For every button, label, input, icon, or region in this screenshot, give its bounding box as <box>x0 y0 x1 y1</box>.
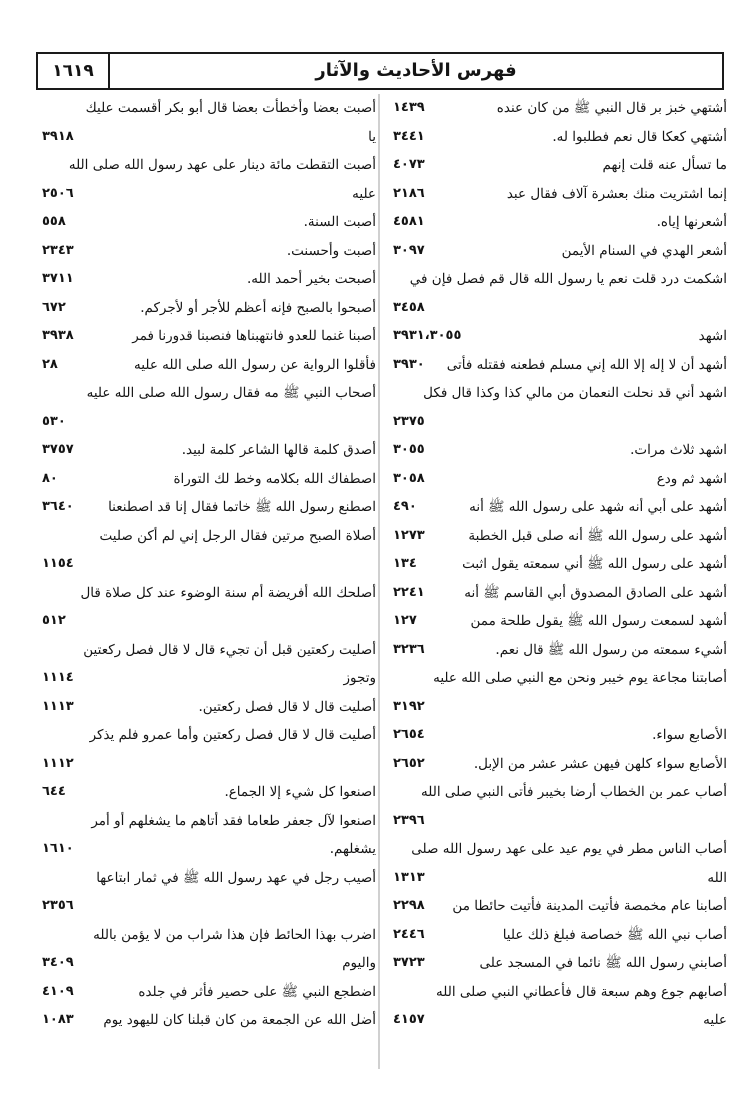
entry-text: أصاب عمر بن الخطاب أرضا بخيبر فأتى النبي صلى الله <box>421 784 727 800</box>
index-entry <box>42 151 376 208</box>
hadith-number: ٣٦٤٠ <box>42 499 74 514</box>
entry-text: أصابتنا مجاعة يوم خيبر ونحن مع النبي صلى الله عليه <box>433 670 727 686</box>
hadith-number: ١٤٣٩ <box>393 100 425 115</box>
entry-text: اشهد أني قد نحلت النعمان من مالي كذا وكذا قال فكل <box>423 385 727 401</box>
hadith-number: ١٣٤ <box>393 556 417 571</box>
entry-text: أصبت وأحسنت. <box>286 242 376 259</box>
index-entry <box>42 294 376 323</box>
index-entry <box>42 208 376 237</box>
hadith-number: ١٢٧ <box>393 613 417 628</box>
index-entry <box>393 94 727 123</box>
hadith-number: ٣٢٣٦ <box>393 641 425 657</box>
index-entry <box>42 864 376 921</box>
entry-text: اصنعوا كل شيء إلا الجماع. <box>224 784 376 800</box>
hadith-number: ٨٠ <box>42 470 58 486</box>
entry-text: أصابني رسول الله ﷺ نائما في المسجد على <box>479 955 727 971</box>
hadith-number: ٣٠٥٨ <box>393 470 425 486</box>
entry-text: أصبنا غنما للعدو فانتهبناها فنصبنا قدورنا فمر <box>132 328 376 344</box>
index-entry <box>393 778 727 835</box>
index-entry <box>393 436 727 465</box>
entry-text: أشتهي خبز بر قال النبي ﷺ من كان عنده <box>496 100 727 116</box>
entry-text: أصحاب النبي ﷺ مه فقال رسول الله صلى الله عليه <box>86 385 376 401</box>
index-entry <box>393 465 727 494</box>
entry-continuation: الله <box>707 869 727 886</box>
entry-text: ما تسأل عنه قلت إنهم <box>602 157 727 173</box>
index-entry <box>393 579 727 608</box>
hadith-number: ١١٥٤ <box>42 556 74 571</box>
entry-text: أصبت السنة. <box>303 214 376 230</box>
hadith-number: ٢٣٤٣ <box>42 242 74 258</box>
entry-text: أصيب رجل في عهد رسول الله ﷺ في ثمار ابتاعها <box>96 869 376 886</box>
entry-text: اشكمت درد قلت نعم يا رسول الله قال قم فصل فإن في <box>409 271 727 287</box>
index-entry <box>393 351 727 380</box>
entry-text: أشعرنها إياه. <box>656 214 727 230</box>
hadith-number: ٣٠٩٧ <box>393 242 425 258</box>
entry-text: الأصابع سواء كلهن فيهن عشر عشر من الإبل. <box>473 755 727 772</box>
index-entry <box>393 921 727 950</box>
index-entry <box>42 522 376 579</box>
entry-text: أصبحت بخير أحمد الله. <box>247 271 376 287</box>
hadith-number: ٤٩٠ <box>393 499 417 514</box>
index-entry <box>42 807 376 864</box>
entry-continuation: يا <box>368 128 376 145</box>
entry-text: أشهد على رسول الله ﷺ أنه صلى قبل الخطبة <box>468 527 727 544</box>
hadith-number: ٣٩٣١،٣٠٥٥ <box>393 328 462 343</box>
hadith-number: ٢٣٥٦ <box>42 898 74 913</box>
entry-text: أشهد لسمعت رسول الله ﷺ يقول طلحة ممن <box>470 613 727 629</box>
index-entry <box>42 579 376 636</box>
index-entry <box>393 208 727 237</box>
hadith-number: ٣٧٢٣ <box>393 955 425 970</box>
entry-text: أشهد أن لا إله إلا الله إني مسلم فطعنه فقتله فأتى <box>446 356 727 373</box>
hadith-number: ٣٩٣٠ <box>393 356 425 372</box>
hadith-number: ٤٥٨١ <box>393 214 425 229</box>
entry-text: اصنعوا لآل جعفر طعاما فقد أتاهم ما يشغلهم أو أمر <box>91 812 376 829</box>
hadith-number: ٢٥٠٦ <box>42 185 74 201</box>
hadith-number: ٢١٨٦ <box>393 185 425 201</box>
entry-text: أصابهم جوع وهم سبعة قال فأعطاني النبي صلى الله <box>436 983 727 1000</box>
entry-text: أشتهي كعكا قال نعم فطلبوا له. <box>552 128 727 145</box>
index-entry <box>393 379 727 436</box>
hadith-number: ٢٢٩٨ <box>393 898 425 913</box>
index-entry <box>42 1006 376 1035</box>
hadith-number: ٣٠٥٥ <box>393 442 425 457</box>
index-entry <box>393 721 727 750</box>
entry-text: أصليت ركعتين قبل أن تجيء قال لا قال فصل ركعتين <box>83 641 376 658</box>
entry-text: اضرب بهذا الحائط فإن هذا شراب من لا يؤمن بالله <box>93 926 376 943</box>
index-entry <box>393 151 727 180</box>
page-header <box>36 52 724 90</box>
hadith-number: ١٦١٠ <box>42 841 74 856</box>
hadith-number: ١٠٨٣ <box>42 1012 74 1027</box>
entry-text: اصطفاك الله بكلامه وخط لك التوراة <box>173 470 376 487</box>
hadith-number: ٢٣٧٥ <box>393 413 425 429</box>
entry-text: إنما اشتريت منك بعشرة آلاف فقال عبد <box>506 185 727 202</box>
index-entry <box>42 265 376 294</box>
entry-text: أصابنا عام مخمصة فأتيت المدينة فأتيت حائطا من <box>452 898 727 914</box>
entry-text: أضل الله عن الجمعة من كان قبلنا كان لليهود يوم <box>103 1012 376 1028</box>
hadith-number: ٢٨ <box>42 356 58 372</box>
index-entry <box>42 978 376 1007</box>
index-entry <box>42 436 376 465</box>
hadith-number: ٣١٩٢ <box>393 698 425 714</box>
index-entry <box>42 693 376 722</box>
hadith-number: ٤١٥٧ <box>393 1012 425 1027</box>
entry-continuation: وتجوز <box>343 670 376 686</box>
entry-text: أشهد على رسول الله ﷺ أني سمعته يقول اثبت <box>462 556 727 572</box>
index-entry <box>393 949 727 978</box>
index-entry <box>393 237 727 266</box>
index-entry <box>393 892 727 921</box>
index-entry <box>393 493 727 522</box>
index-entry <box>393 978 727 1035</box>
entry-text: اضطجع النبي ﷺ على حصير فأثر في جلده <box>138 983 376 1000</box>
entry-text: الأصابع سواء. <box>652 727 727 743</box>
index-entry <box>393 180 727 209</box>
hadith-number: ٤١٠٩ <box>42 983 74 999</box>
hadith-number: ٣٤٠٩ <box>42 955 74 970</box>
entry-text: أصليت قال لا قال فصل ركعتين وأما عمرو فلم يذكر <box>89 727 376 743</box>
hadith-number: ٣٧١١ <box>42 271 74 286</box>
entry-text: اشهد ثم ودع <box>656 470 727 487</box>
index-entry <box>42 237 376 266</box>
index-entry <box>393 265 727 322</box>
index-entry <box>393 607 727 636</box>
hadith-number: ٢٦٥٤ <box>393 727 425 742</box>
entry-text: أصاب نبي الله ﷺ خصاصة فبلغ ذلك عليا <box>502 926 727 943</box>
hadith-number: ٣٧٥٧ <box>42 442 74 457</box>
entry-text: أصبت بعضا وأخطأت بعضا قال أبو بكر أقسمت عليك <box>85 100 376 116</box>
index-entry <box>42 351 376 380</box>
entry-text: فأقلوا الرواية عن رسول الله صلى الله عليه <box>134 356 376 373</box>
hadith-number: ٣٩١٨ <box>42 128 74 144</box>
hadith-number: ٣٤٤١ <box>393 128 425 144</box>
entry-continuation: يشغلهم. <box>329 841 376 857</box>
index-entry <box>393 835 727 892</box>
hadith-number: ٥١٢ <box>42 613 66 628</box>
index-entry <box>42 721 376 778</box>
page-title: فهرس الأحاديث والآثار <box>315 60 517 81</box>
entry-text: اصطنع رسول الله ﷺ خاتما فقال إنا قد اصطنعنا <box>108 499 376 515</box>
index-entry <box>393 522 727 551</box>
hadith-number: ٣٩٣٨ <box>42 328 74 343</box>
entry-text: أصلحك الله أفريضة أم سنة الوضوء عند كل صلاة قال <box>80 584 376 601</box>
hadith-number: ١١١٤ <box>42 670 74 685</box>
index-entry <box>42 921 376 978</box>
index-entry <box>393 636 727 665</box>
entry-text: أشهد على الصادق المصدوق أبي القاسم ﷺ أنه <box>464 584 727 601</box>
index-entry <box>42 322 376 351</box>
entry-text: أصلاة الصبح مرتين فقال الرجل إني لم أكن صليت <box>99 527 376 544</box>
index-entry <box>393 123 727 152</box>
index-entry <box>42 379 376 436</box>
hadith-number: ١١١٣ <box>42 698 74 714</box>
entry-text: أشعر الهدي في السنام الأيمن <box>561 242 727 259</box>
hadith-number: ٥٣٠ <box>42 413 66 429</box>
entry-text: أصليت قال لا قال فصل ركعتين. <box>198 698 376 715</box>
entry-text: أصاب الناس مطر في يوم عيد على عهد رسول الله صلى <box>411 841 727 857</box>
index-entry <box>42 94 376 151</box>
index-entry <box>393 322 727 351</box>
hadith-number: ٦٧٢ <box>42 299 66 315</box>
hadith-number: ١١١٢ <box>42 755 74 771</box>
index-entry <box>42 636 376 693</box>
hadith-number: ٢٦٥٢ <box>393 755 425 771</box>
left-column <box>42 94 376 1035</box>
index-entry <box>42 493 376 522</box>
hadith-number: ٢٣٩٦ <box>393 812 425 828</box>
entry-text: أصدق كلمة قالها الشاعر كلمة لبيد. <box>181 442 376 458</box>
index-entry <box>393 750 727 779</box>
entry-text: أصبت التقطت مائة دينار على عهد رسول الله صلى الله <box>68 157 376 173</box>
entry-text: أشهد على أبي أنه شهد على رسول الله ﷺ أنه <box>469 499 727 515</box>
entry-text: أشيء سمعته من رسول الله ﷺ قال نعم. <box>495 641 727 658</box>
entry-text: أصبحوا بالصبح فإنه أعظم للأجر أو لأجركم. <box>140 299 376 316</box>
hadith-number: ٣٤٥٨ <box>393 299 425 315</box>
page-number: ١٦١٩ <box>38 54 110 88</box>
hadith-number: ١٣١٣ <box>393 869 425 885</box>
hadith-number: ٤٠٧٣ <box>393 157 425 172</box>
hadith-number: ٢٤٤٦ <box>393 926 425 942</box>
entry-continuation: عليه <box>352 185 376 202</box>
index-entry <box>42 465 376 494</box>
hadith-number: ٥٥٨ <box>42 214 66 229</box>
index-entry <box>393 664 727 721</box>
entry-continuation: عليه <box>703 1012 727 1028</box>
entry-text: اشهد <box>698 328 727 344</box>
hadith-number: ٢٢٤١ <box>393 584 425 600</box>
entry-text: اشهد ثلاث مرات. <box>630 442 727 458</box>
right-column <box>393 94 727 1035</box>
entry-continuation: واليوم <box>342 955 376 971</box>
hadith-number: ١٢٧٣ <box>393 527 425 543</box>
index-entry <box>42 778 376 807</box>
column-divider <box>378 94 380 1069</box>
index-entry <box>393 550 727 579</box>
hadith-number: ٦٤٤ <box>42 784 66 799</box>
